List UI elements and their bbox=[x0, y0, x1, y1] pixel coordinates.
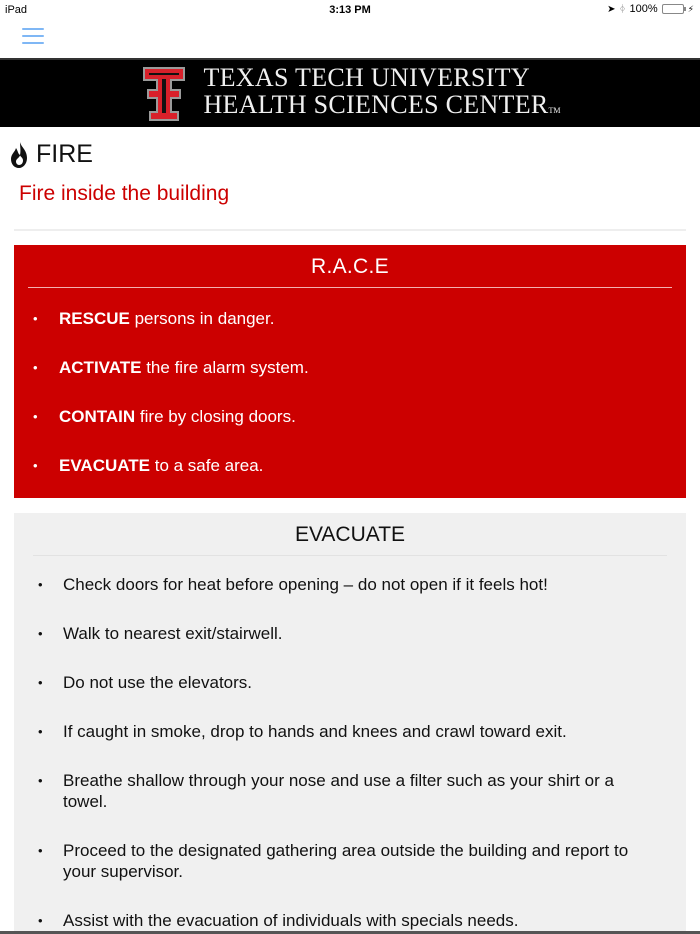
double-t-logo bbox=[139, 63, 189, 125]
page-title bbox=[8, 140, 93, 169]
flame-icon bbox=[8, 141, 30, 169]
section-divider bbox=[14, 229, 686, 231]
evacuate-item: • Walk to nearest exit/stairwell. bbox=[38, 624, 283, 643]
hamburger-menu-icon[interactable] bbox=[22, 28, 44, 48]
evacuate-item: • If caught in smoke, drop to hands and knees and crawl toward exit. bbox=[38, 722, 567, 741]
race-title: R.A.C.E bbox=[311, 255, 389, 278]
race-item-evacuate: • EVACUATE to a safe area. bbox=[33, 456, 264, 475]
race-list bbox=[14, 308, 686, 504]
location-arrow-icon: ➤ bbox=[607, 3, 616, 15]
race-item-rescue: • RESCUE persons in danger. bbox=[33, 309, 275, 328]
institution-name bbox=[203, 64, 560, 124]
race-item-contain: • CONTAIN fire by closing doors. bbox=[33, 407, 296, 426]
carrier-label: iPad bbox=[5, 4, 28, 16]
battery-percent: 100% bbox=[629, 3, 658, 15]
charging-bolt-icon: ⚡ bbox=[687, 3, 694, 14]
clock: 3:13 PM bbox=[329, 4, 371, 16]
institution-line-1: TEXAS TECH UNIVERSITY bbox=[203, 62, 530, 92]
status-indicators bbox=[607, 3, 694, 15]
bluetooth-icon: ᛄ bbox=[619, 3, 626, 15]
trademark-mark: TM bbox=[548, 105, 561, 115]
race-divider bbox=[28, 287, 672, 288]
evacuate-item: • Assist with the evacuation of individuals with specials needs. bbox=[38, 911, 519, 930]
evacuate-item: • Check doors for heat before opening – do not open if it feels hot! bbox=[38, 575, 548, 594]
page-title-text: FIRE bbox=[36, 140, 93, 168]
page-subtitle: Fire inside the building bbox=[19, 182, 230, 205]
race-item-activate: • ACTIVATE the fire alarm system. bbox=[33, 358, 309, 377]
evacuate-item: • Breathe shallow through your nose and use a filter such as your shirt or a towel. bbox=[38, 771, 614, 811]
evacuate-title: EVACUATE bbox=[294, 523, 406, 546]
race-panel bbox=[14, 245, 686, 498]
header-banner bbox=[0, 58, 700, 127]
battery-icon bbox=[662, 4, 684, 14]
evacuate-list bbox=[14, 574, 686, 931]
evacuate-panel bbox=[14, 513, 686, 934]
institution-line-2: HEALTH SCIENCES CENTERTM bbox=[203, 89, 561, 119]
evacuate-item: • Proceed to the designated gathering area outside the building and report to your supervisor. bbox=[38, 841, 629, 881]
evacuate-item: • Do not use the elevators. bbox=[38, 673, 253, 692]
status-bar bbox=[0, 0, 700, 20]
evacuate-divider bbox=[33, 555, 667, 556]
